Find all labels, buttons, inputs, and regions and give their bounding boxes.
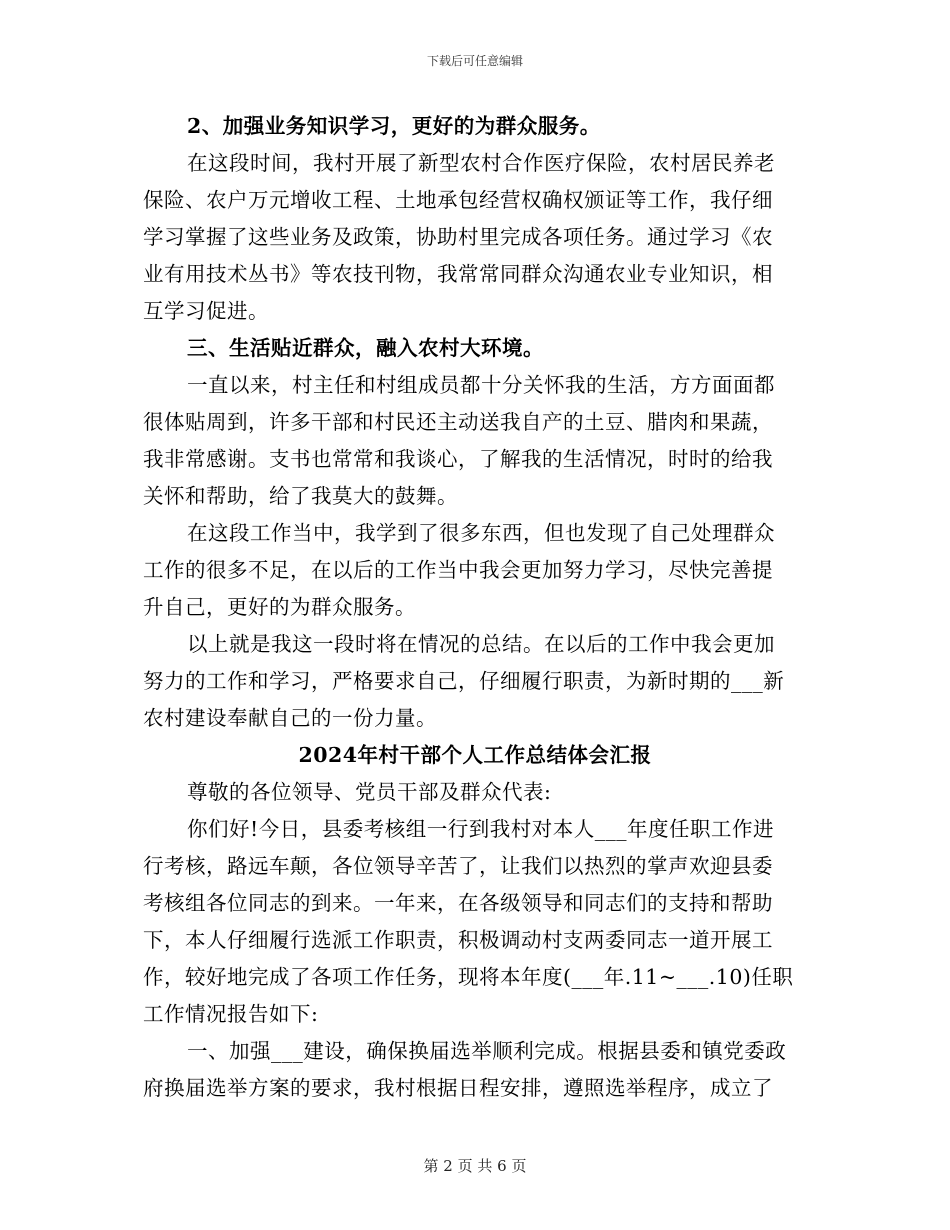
text-line: 保险、农户万元增收工程、土地承包经营权确权颁证等工作，我仔细 [143, 188, 773, 212]
text-line: 你们好!今日，县委考核组一行到我村对本人___年度任职工作进 [187, 817, 774, 841]
document-title: 2024年村干部个人工作总结体会汇报 [298, 743, 652, 767]
text-line: 学习掌握了这些业务及政策，协助村里完成各项任务。通过学习《农 [143, 225, 773, 249]
text-line: 很体贴周到，许多干部和村民还主动送我自产的土豆、腊肉和果蔬， [143, 410, 773, 434]
text-line: 互学习促进。 [143, 299, 269, 323]
text-line: 在这段工作当中，我学到了很多东西，但也发现了自己处理群众 [187, 521, 775, 545]
page-header: 下载后可任意编辑 [426, 54, 523, 68]
section-heading: 2、加强业务知识学习，更好的为群众服务。 [187, 114, 601, 138]
text-line: 业有用技术丛书》等农技刊物，我常常同群众沟通农业专业知识，相 [143, 262, 773, 286]
text-line: 在这段时间，我村开展了新型农村合作医疗保险，农村居民养老 [187, 151, 775, 175]
text-line: 考核组各位同志的到来。一年来，在各级领导和同志们的支持和帮助 [143, 891, 773, 915]
section-heading: 三、生活贴近群众，融入农村大环境。 [187, 336, 544, 360]
text-line: 工作情况报告如下: [143, 1002, 319, 1026]
text-line: 努力的工作和学习，严格要求自己，仔细履行职责，为新时期的___新 [143, 669, 785, 693]
text-line: 关怀和帮助，给了我莫大的鼓舞。 [143, 484, 458, 508]
text-line: 尊敬的各位领导、党员干部及群众代表: [187, 780, 552, 804]
text-line: 农村建设奉献自己的一份力量。 [143, 706, 437, 730]
text-line: 工作的很多不足，在以后的工作当中我会更加努力学习，尽快完善提 [143, 558, 773, 582]
text-line: 我非常感谢。支书也常常和我谈心，了解我的生活情况，时时的给我 [143, 447, 773, 471]
text-line: 一直以来，村主任和村组成员都十分关怀我的生活，方方面面都 [187, 373, 775, 397]
text-line: 下，本人仔细履行选派工作职责，积极调动村支两委同志一道开展工 [143, 928, 773, 952]
page-footer: 第 2 页 共 6 页 [423, 1157, 527, 1175]
text-line: 行考核，路远车颠，各位领导辛苦了，让我们以热烈的掌声欢迎县委 [143, 854, 773, 878]
text-line: 升自己，更好的为群众服务。 [143, 595, 416, 619]
text-line: 一、加强___建设，确保换届选举顺利完成。根据县委和镇党委政 [187, 1039, 787, 1063]
text-line: 以上就是我这一段时将在情况的总结。在以后的工作中我会更加 [187, 632, 775, 656]
text-line: 府换届选举方案的要求，我村根据日程安排，遵照选举程序，成立了 [143, 1076, 773, 1100]
document-body [143, 108, 807, 1107]
text-line: 作，较好地完成了各项工作任务，现将本年度(___年.11~___.10)任职 [143, 965, 794, 989]
